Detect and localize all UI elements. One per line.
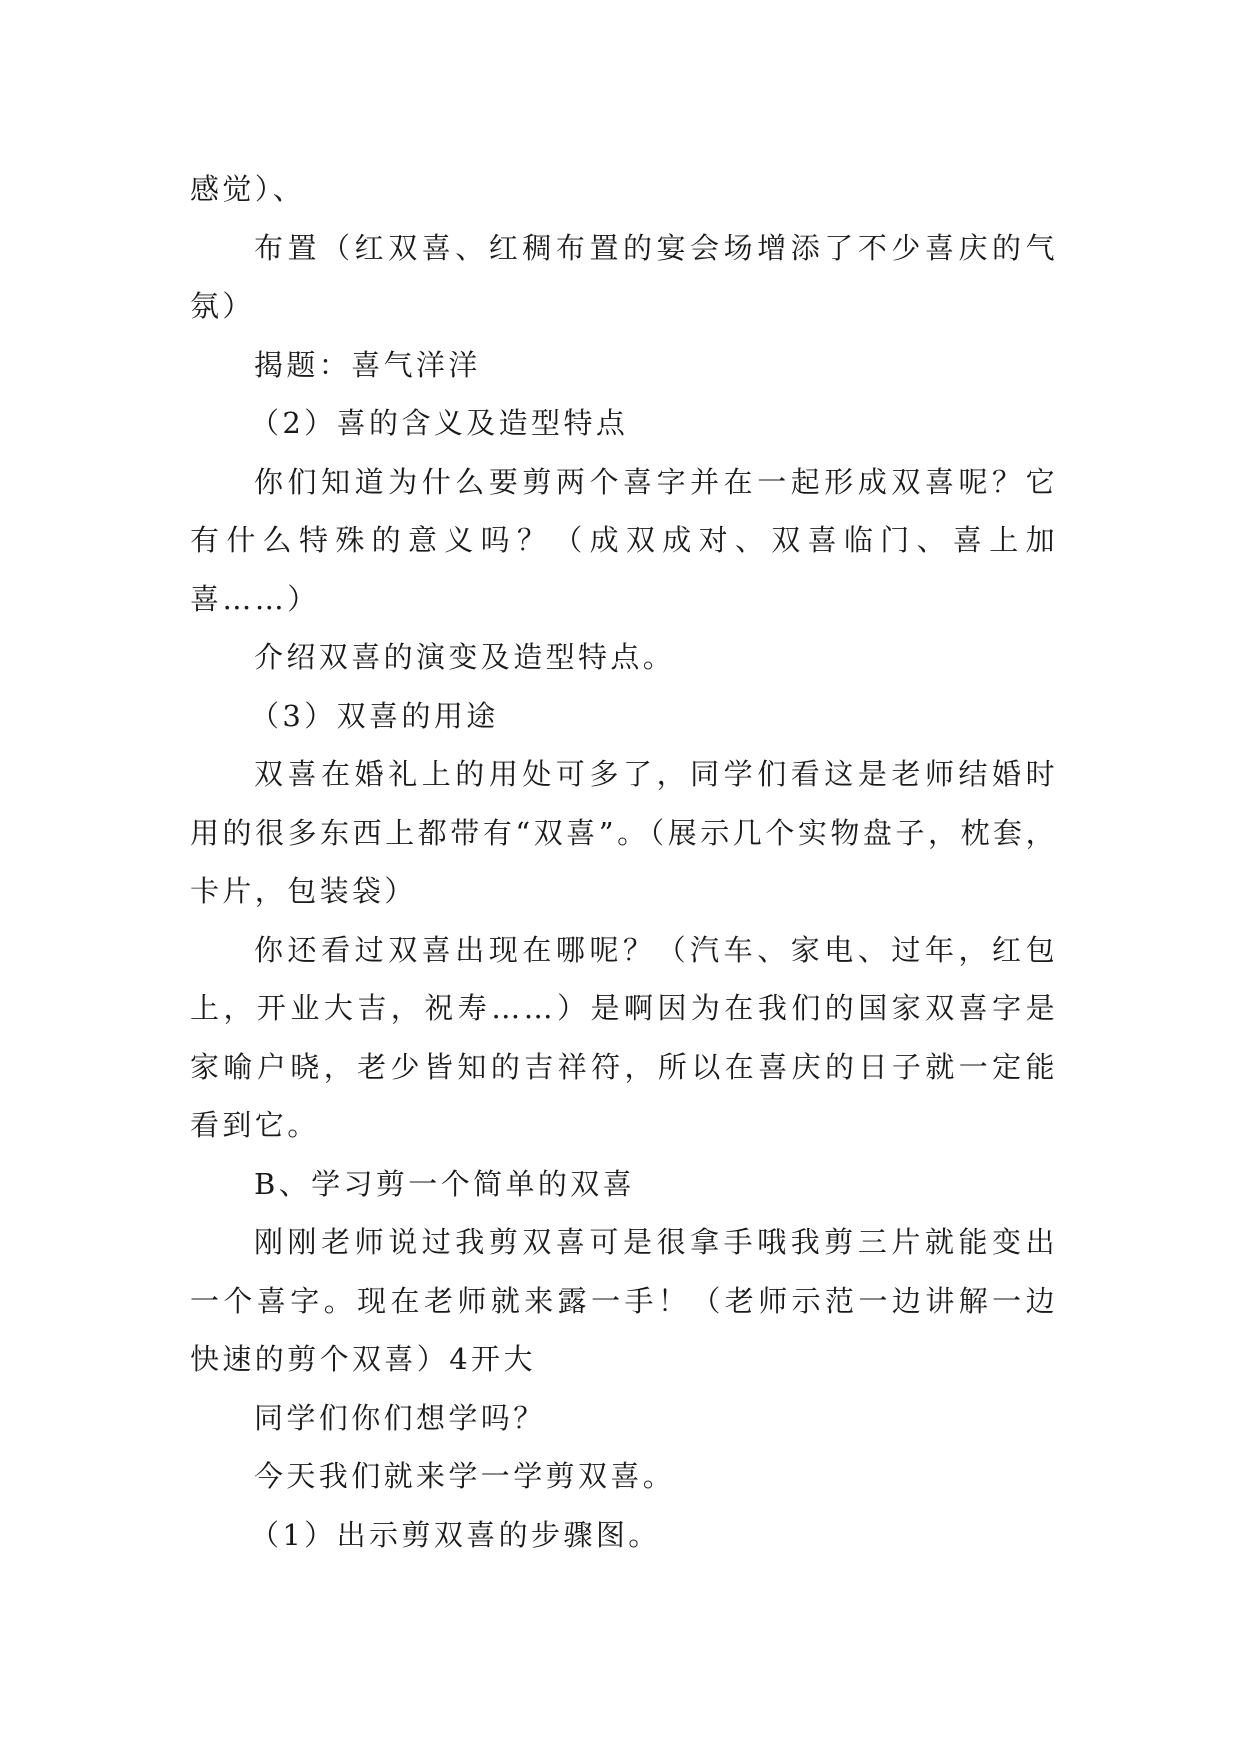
paragraph-other-occasions: 你还看过双喜出现在哪呢？（汽车、家电、过年，红包上，开业大吉，祝寿……）是啊因为在我们的国家双喜字是家喻户晓，老少皆知的吉祥符，所以在喜庆的日子就一定能看到它。 — [190, 932, 1058, 1142]
heading-show-steps: （1）出示剪双喜的步骤图。 — [250, 1517, 661, 1552]
heading-learn-cutting: B、学习剪一个简单的双喜 — [254, 1166, 636, 1201]
paragraph-topic-reveal: 揭题：喜气洋洋 — [254, 347, 481, 382]
paragraph-continuation: 感觉）、 — [190, 172, 306, 206]
heading-uses: （3）双喜的用途 — [250, 698, 499, 733]
heading-meaning-and-style: （2）喜的含义及造型特点 — [250, 406, 629, 440]
paragraph-question: 同学们你们想学吗？ — [254, 1400, 546, 1435]
document-body — [190, 160, 1058, 1564]
paragraph-evolution: 介绍双喜的演变及造型特点。 — [254, 640, 676, 674]
paragraph-wedding-uses: 双喜在婚礼上的用处可多了，同学们看这是老师结婚时用的很多东西上都带有“双喜”。（展示几个实物盘子，枕套，卡片，包装袋） — [190, 757, 1058, 908]
paragraph-why-double: 你们知道为什么要剪两个喜字并在一起形成双喜呢？它有什么特殊的意义吗？（成双成对、双喜临门、喜上加喜……） — [190, 464, 1058, 616]
paragraph-today: 今天我们就来学一学剪双喜。 — [254, 1459, 676, 1493]
paragraph-decoration: 布置（红双喜、红稠布置的宴会场增添了不少喜庆的气氛） — [190, 230, 1058, 323]
paragraph-teacher-demo: 刚刚老师说过我剪双喜可是很拿手哦我剪三片就能变出一个喜字。现在老师就来露一手！（老师示范一边讲解一边快速的剪个双喜）4开大 — [190, 1225, 1058, 1376]
